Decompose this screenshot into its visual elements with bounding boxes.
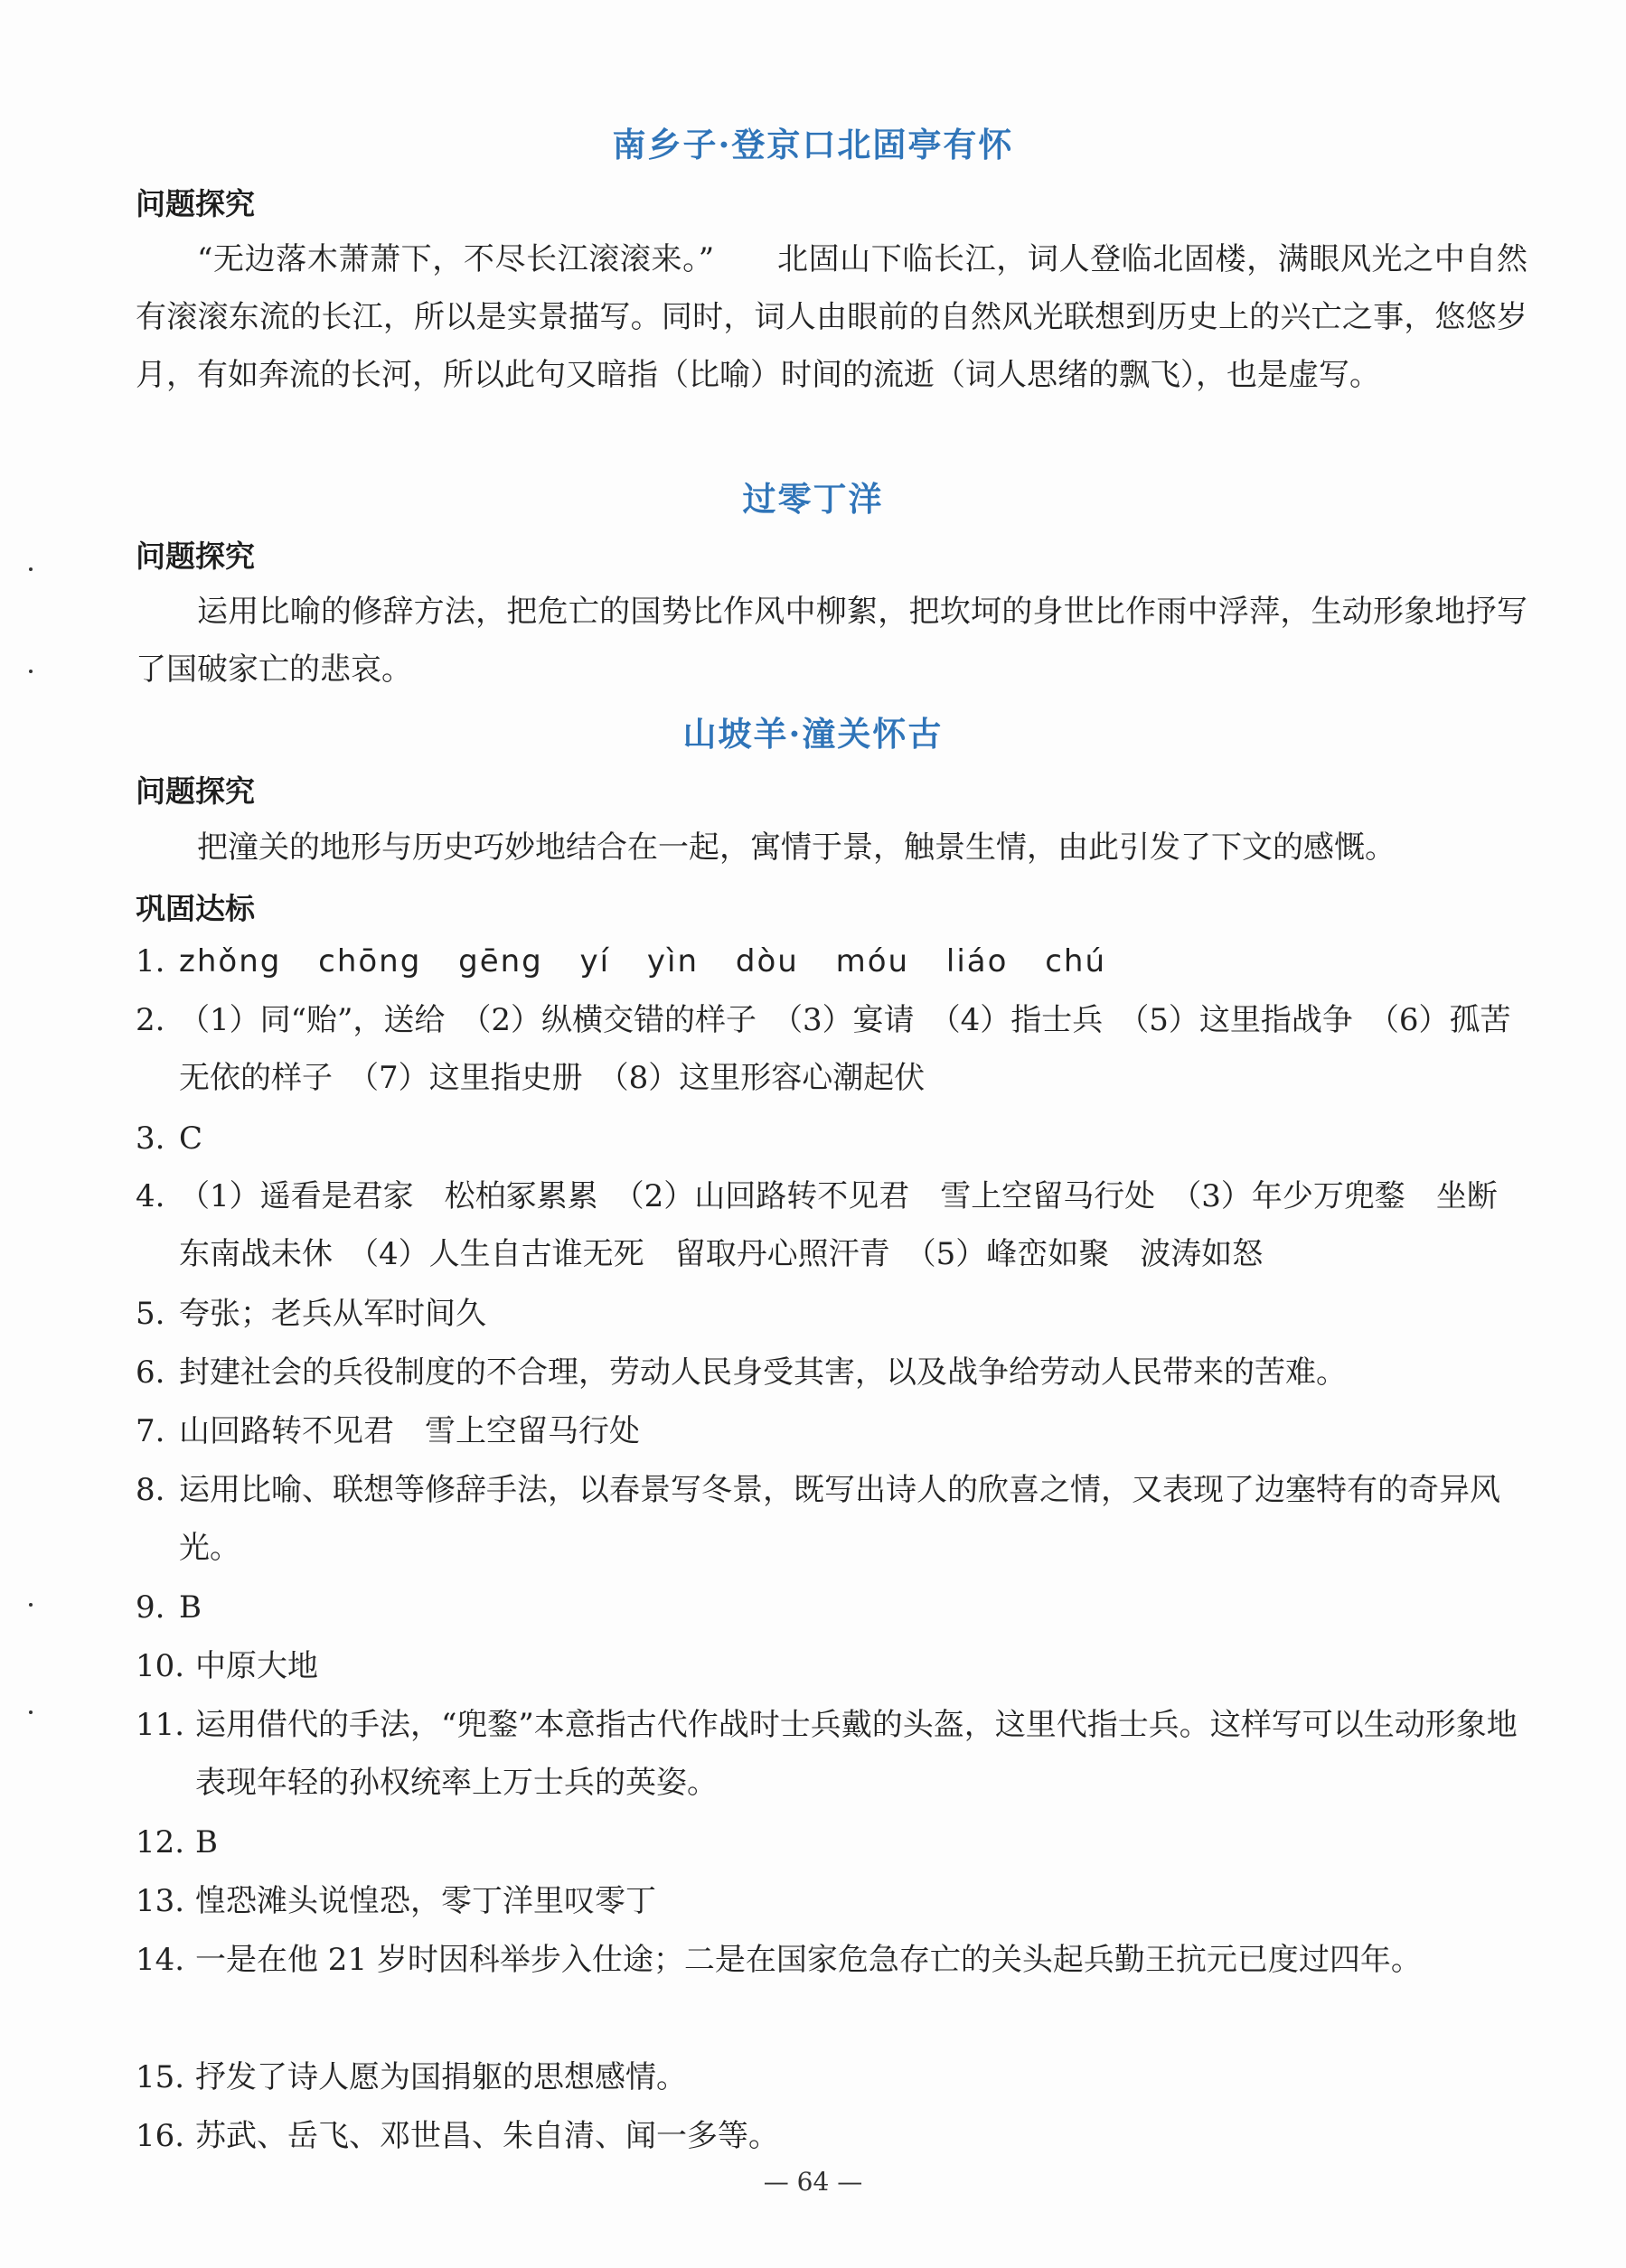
subheading-question: 问题探究 [136,539,255,574]
answer-item: 5. 夸张；老兵从军时间久 [136,1296,486,1332]
margin-dot [29,1710,33,1714]
answer-item: 4. （1）遥看是君家 松柏冢累累 （2）山回路转不见君 雪上空留马行处 （3）年少万兜鍪 坐断东南战未休 （4）人生自古谁无死 留取丹心照汗青 （5）峰峦如聚 波涛如怒 [136,1178,1498,1272]
answer-item: 7. 山回路转不见君 雪上空留马行处 [136,1413,640,1449]
paragraph: 运用比喻的修辞方法，把危亡的国势比作风中柳絮，把坎坷的身世比作雨中浮萍，生动形象地抒写了国破家亡的悲哀。 [136,594,1527,688]
paragraph: “无边落木萧萧下，不尽长江滚滚来。” 北固山下临长江，词人登临北固楼，满眼风光之中自然有滚滚东流的长江，所以是实景描写。同时，词人由眼前的自然风光联想到历史上的兴亡之事，悠悠岁月，有如奔流的长河，所以此句又暗指（比喻）时间的流逝（词人思绪的飘飞），也是虚写。 [136,241,1527,393]
answer-item: 13. 惶恐滩头说惶恐，零丁洋里叹零丁 [136,1883,656,1919]
margin-dot [29,670,33,673]
paragraph: 把潼关的地形与历史巧妙地结合在一起，寓情于景，触景生情，由此引发了下文的感慨。 [197,829,1396,866]
answer-item: 6. 封建社会的兵役制度的不合理，劳动人民身受其害，以及战争给劳动人民带来的苦难。 [136,1354,1347,1391]
subheading-question: 问题探究 [136,773,255,809]
answer-item: 11. 运用借代的手法，“兜鍪”本意指古代作战时士兵戴的头盔，这里代指士兵。这样写可以生动形象地表现年轻的孙权统率上万士兵的英姿。 [136,1707,1518,1801]
answer-item: 15. 抒发了诗人愿为国捐躯的思想感情。 [136,2059,687,2095]
section-title-2: 过零丁洋 [742,479,884,519]
answer-item: 14. 一是在他 21 岁时因科举步入仕途；二是在国家危急存亡的关头起兵勤王抗元已度过四年。 [136,1942,1422,1978]
section-title-1: 南乡子·登京口北固亭有怀 [612,125,1014,164]
answer-item: 9. B [136,1589,202,1626]
subheading-question: 问题探究 [136,186,255,221]
subheading-practice: 巩固达标 [136,891,255,926]
answer-item: 3. C [136,1120,203,1157]
answer-item: 1. zhǒng chōng gēng yí yìn dòu móu liáo chú [136,943,1107,979]
answer-item: 10. 中原大地 [136,1648,318,1684]
answer-item: 8. 运用比喻、联想等修辞手法，以春景写冬景，既写出诗人的欣喜之情，又表现了边塞特有的奇异风光。 [136,1472,1500,1566]
page-number: — 64 — [763,2167,863,2197]
section-title-3: 山坡羊·潼关怀古 [682,714,944,754]
answer-item: 2. （1）同“贻”，送给 （2）纵横交错的样子 （3）宴请 （4）指士兵 （5）这里指战争 （6）孤苦无依的样子 （7）这里指史册 （8）这里形容心潮起伏 [136,1002,1511,1096]
answer-item: 12. B [136,1824,218,1860]
margin-dot [29,1603,33,1607]
answer-item: 16. 苏武、岳飞、邓世昌、朱自清、闻一多等。 [136,2118,779,2154]
margin-dot [29,567,33,571]
